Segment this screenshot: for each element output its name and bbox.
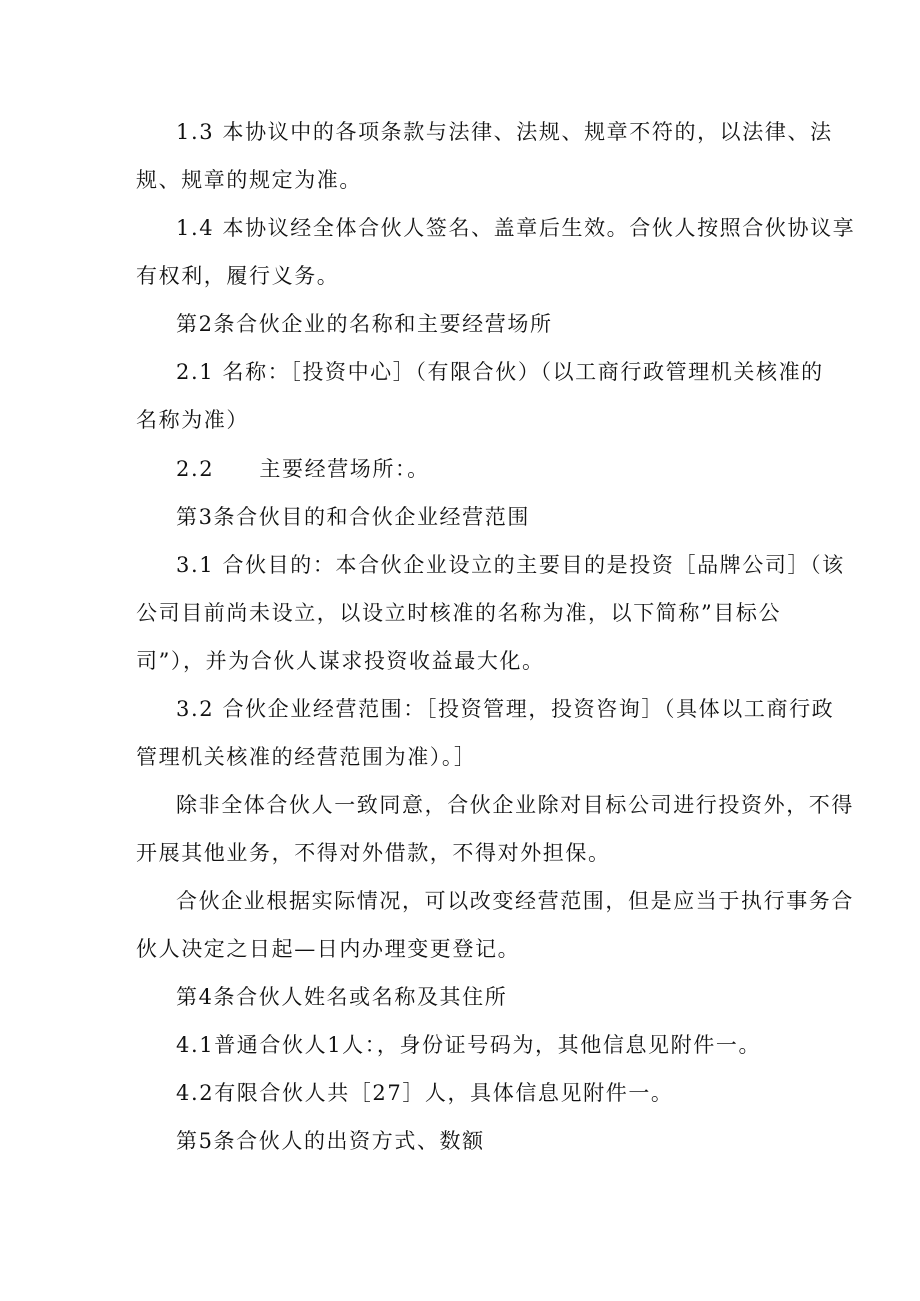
clause-3-2-line-2: 管理机关核准的经营范围为准）。］	[136, 745, 477, 769]
article-3-heading: 第3条合伙目的和合伙企业经营范围	[176, 505, 530, 529]
article-4-heading: 第4条合伙人姓名或名称及其住所	[176, 985, 508, 1009]
clause-1-3-line-1: 1.3 本协议中的各项条款与法律、法规、规章不符的，以法律、法	[176, 120, 833, 144]
clause-1-3-line-2: 规、规章的规定为准。	[136, 168, 362, 192]
clause-1-4-line-1: 1.4 本协议经全体合伙人签名、盖章后生效。合伙人按照合伙协议享	[176, 216, 856, 240]
paragraph-scope-change-line-2: 伙人决定之日起—日内办理变更登记。	[136, 937, 521, 961]
clause-3-1-line-1: 3.1 合伙目的：本合伙企业设立的主要目的是投资［品牌公司］（该	[176, 553, 845, 577]
clause-3-1-line-2: 公司目前尚未设立，以设立时核准的名称为准，以下简称”目标公	[136, 601, 782, 625]
clause-1-4-line-2: 有权利，履行义务。	[136, 264, 340, 288]
clause-2-2: 2.2 主要经营场所：。	[176, 457, 430, 481]
paragraph-scope-change-line-1: 合伙企业根据实际情况，可以改变经营范围，但是应当于执行事务合	[176, 889, 854, 913]
clause-2-1-line-2: 名称为准）	[136, 408, 249, 432]
clause-4-1: 4.1普通合伙人1人：，身份证号码为，其他信息见附件一。	[176, 1033, 762, 1057]
article-5-heading: 第5条合伙人的出资方式、数额	[176, 1129, 485, 1153]
clause-3-1-line-3: 司”），并为合伙人谋求投资收益最大化。	[136, 649, 545, 673]
clause-3-2-line-1: 3.2 合伙企业经营范围：［投资管理，投资咨询］（具体以工商行政	[176, 697, 835, 721]
clause-2-1-line-1: 2.1 名称：［投资中心］（有限合伙）（以工商行政管理机关核准的	[176, 360, 824, 384]
article-2-heading: 第2条合伙企业的名称和主要经营场所	[176, 312, 553, 336]
paragraph-restriction-line-2: 开展其他业务，不得对外借款，不得对外担保。	[136, 841, 611, 865]
clause-4-2: 4.2有限合伙人共［27］人，具体信息见附件一。	[176, 1081, 674, 1105]
paragraph-restriction-line-1: 除非全体合伙人一致同意，合伙企业除对目标公司进行投资外，不得	[176, 793, 854, 817]
